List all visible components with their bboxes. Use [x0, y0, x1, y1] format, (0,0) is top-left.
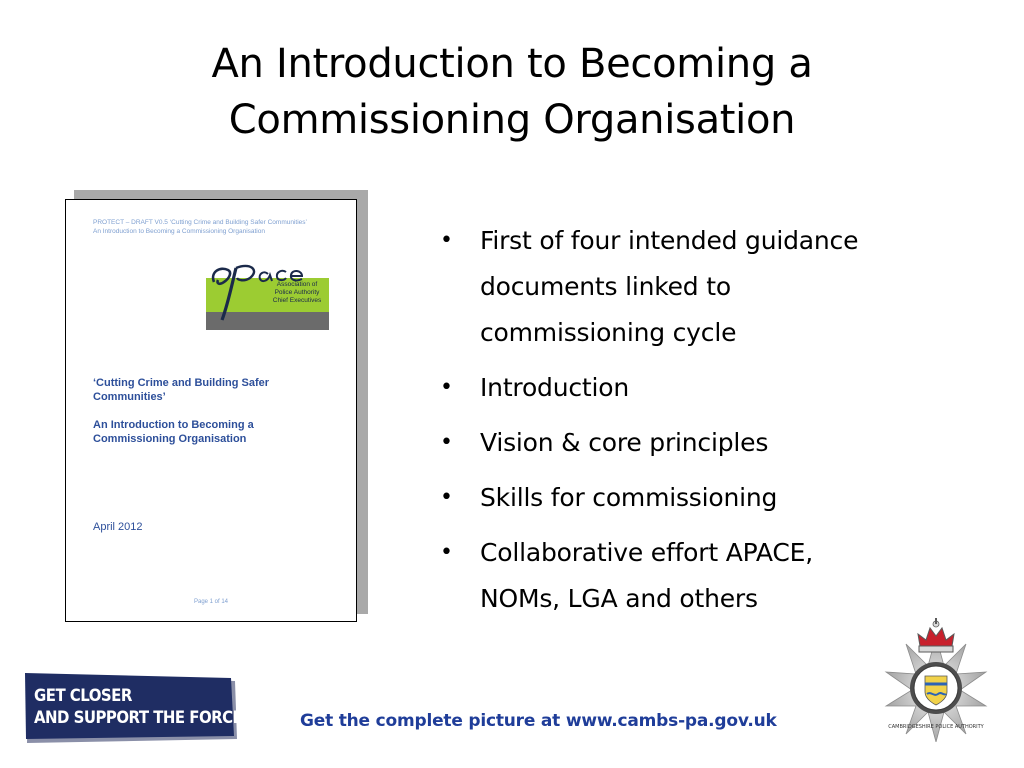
- banner-line-1: GET CLOSER: [34, 686, 132, 706]
- bullet-1-line-1: First of four intended guidance: [480, 226, 859, 255]
- banner-text: [34, 685, 249, 729]
- apace-caption-line-2: Police Authority: [274, 289, 320, 296]
- bullet-1-line-2: documents linked to: [480, 272, 731, 301]
- bullet-item: [440, 530, 1000, 622]
- document-date: April 2012: [93, 521, 143, 533]
- document-header-line-1: PROTECT – DRAFT V0.5 ‘Cutting Crime and Building Safer Communities’: [93, 219, 307, 226]
- bullet-list: [440, 218, 1000, 631]
- bullet-item: [440, 420, 1000, 466]
- bullet-1-line-3: commissioning cycle: [480, 318, 737, 347]
- document-header: [93, 218, 343, 236]
- slide-title: [0, 36, 1024, 148]
- get-closer-banner: [25, 673, 249, 743]
- apace-caption-line-3: Chief Executives: [272, 297, 322, 304]
- bullet-dot-icon: •: [440, 485, 453, 510]
- document-quote-title: [93, 376, 333, 404]
- police-crest-icon: [884, 616, 988, 742]
- document-header-line-2: An Introduction to Becoming a Commissioning Organisation: [93, 228, 265, 235]
- bullet-item: [440, 475, 1000, 521]
- bullet-5-line-2: NOMs, LGA and others: [480, 584, 758, 613]
- bullet-3-line-1: Vision & core principles: [480, 428, 769, 457]
- banner-line-2: AND SUPPORT THE FORCE!: [34, 708, 249, 728]
- document-thumbnail: [65, 199, 357, 622]
- bullet-dot-icon: •: [440, 430, 453, 455]
- bullet-4-line-1: Skills for commissioning: [480, 483, 778, 512]
- slide-title-line-1: An Introduction to Becoming a: [211, 41, 813, 87]
- website-link[interactable]: Get the complete picture at www.cambs-pa.gov.uk: [300, 711, 777, 731]
- bullet-dot-icon: •: [440, 228, 453, 253]
- document-quote-line-1: ‘Cutting Crime and Building Safer: [93, 377, 270, 389]
- apace-caption-line-1: Association of: [276, 281, 318, 288]
- bullet-5-line-1: Collaborative effort APACE,: [480, 538, 813, 567]
- apace-logo: [206, 260, 329, 330]
- document-subtitle-line-1: An Introduction to Becoming a: [93, 419, 254, 431]
- bullet-item: [440, 218, 1000, 356]
- bullet-2-line-1: Introduction: [480, 373, 629, 402]
- apace-logo-caption: [266, 281, 328, 305]
- bullet-item: [440, 365, 1000, 411]
- crest-text: CAMBRIDGESHIRE POLICE AUTHORITY: [888, 724, 984, 730]
- document-page-number: Page 1 of 14: [193, 599, 229, 605]
- slide-title-line-2: Commissioning Organisation: [228, 97, 796, 143]
- bullet-dot-icon: •: [440, 375, 453, 400]
- bullet-dot-icon: •: [440, 540, 453, 565]
- document-subtitle-line-2: Commissioning Organisation: [93, 433, 247, 445]
- document-quote-line-2: Communities’: [93, 391, 166, 403]
- document-subtitle: [93, 418, 333, 446]
